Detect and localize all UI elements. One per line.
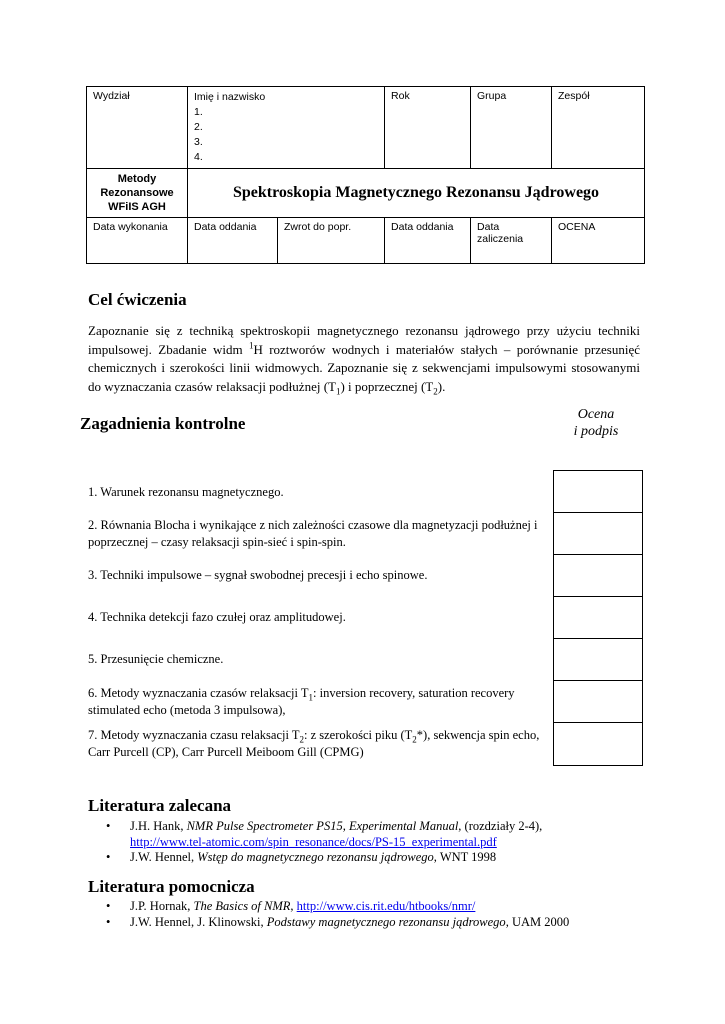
ocena-cell [552, 218, 645, 264]
question-6 [88, 685, 550, 718]
name-slot-3: 3. [194, 136, 203, 148]
name-slot-2: 2. [194, 121, 203, 133]
name-slot-1: 1. [194, 106, 203, 118]
lz1-title: NMR Pulse Spectrometer PS15, Experimental Manual [186, 819, 459, 833]
bullet-icon: • [106, 819, 111, 833]
exercise-title: Spektroskopia Magnetycznego Rezonansu Jądrowego [188, 169, 645, 218]
question-3: 3. Techniki impulsowe – sygnał swobodnej precesji i echo spinowe. [88, 568, 428, 582]
data-zaliczenia-cell [471, 218, 552, 264]
question-5: 5. Przesunięcie chemiczne. [88, 652, 224, 666]
zwrot-label: Zwrot do popr. [284, 221, 352, 233]
bullet-icon: • [106, 899, 111, 913]
lz2-rest: , WNT 1998 [433, 850, 497, 864]
list-item [88, 850, 542, 866]
literatura-zalecana-list [88, 819, 542, 866]
lz1-rest: , (rozdziały 2-4), [458, 819, 543, 833]
data-oddania2-label: Data oddania [391, 221, 454, 233]
grade-box-2 [553, 512, 643, 555]
lp1-title: The Basics of NMR [193, 899, 291, 913]
zwrot-cell [278, 218, 385, 264]
wydzial-label: Wydział [93, 90, 130, 102]
grade-box-1 [553, 470, 643, 513]
q6-sub: 1 [308, 692, 314, 703]
lp1-author: J.P. Hornak, [130, 899, 194, 913]
lp1-link[interactable]: http://www.cis.rit.edu/htbooks/nmr/ [296, 899, 476, 913]
question-2: 2. Równania Blocha i wynikające z nich zależności czasowe dla magnetyzacji podłużnej i poprzecznej – czasy relaksacji spin-sieć i spin-spin. [88, 518, 538, 549]
zagadnienia-heading: Zagadnienia kontrolne [80, 414, 246, 433]
q7-text-b: : z szerokości piku (T [303, 728, 413, 742]
ocena-label: OCENA [558, 221, 596, 233]
data-oddania-cell [188, 218, 278, 264]
grupa-cell [471, 87, 552, 169]
literatura-zalecana-heading: Literatura zalecana [88, 796, 232, 815]
q6-text-a: 6. Metody wyznaczania czasów relaksacji T [88, 686, 309, 700]
cel-heading: Cel ćwiczenia [88, 290, 187, 309]
rok-cell [385, 87, 471, 169]
data-oddania-label: Data oddania [194, 221, 257, 233]
lz1-author: J.H. Hank, [130, 819, 187, 833]
lp2-author: J.W. Hennel, J. Klinowski, [130, 914, 267, 929]
bullet-icon: • [106, 850, 111, 864]
grade-box-3 [553, 554, 643, 597]
q6-text-b: : inversion recovery, saturation recovery stimulated echo (metoda 3 impulsowa), [88, 686, 515, 717]
lz2-title: Wstęp do magnetycznego rezonansu jądrowego [197, 850, 434, 864]
grade-box-4 [553, 596, 643, 639]
question-7 [88, 727, 550, 760]
metody-cell [87, 169, 188, 218]
wydzial-cell [87, 87, 188, 169]
cel-sub-2: 2 [433, 386, 438, 397]
grupa-label: Grupa [477, 90, 507, 102]
rok-label: Rok [391, 90, 410, 102]
cel-sub-1: 1 [335, 386, 341, 397]
q7-text-c: *), sekwencja spin echo, Carr Purcell (CP), Carr Purcell Meiboom Gill (CPMG) [88, 728, 540, 759]
list-item [88, 899, 569, 915]
grade-box-5 [553, 638, 643, 681]
grade-box-7 [553, 722, 643, 766]
q7-sub-2: 2 [412, 734, 417, 745]
question-4: 4. Technika detekcji fazo czułej oraz amplitudowej. [88, 610, 346, 624]
lz1-link[interactable]: http://www.tel-atomic.com/spin_resonance/docs/PS-15_experimental.pdf [130, 834, 497, 849]
cel-text-3: ) i poprzecznej (T [340, 378, 434, 394]
name-slot-4: 4. [194, 151, 203, 163]
cel-sup-1: 1 [248, 340, 254, 351]
q7-text-a: 7. Metody wyznaczania czasu relaksacji T [88, 728, 300, 742]
ocena-line-1: Ocena [577, 407, 615, 422]
cel-text-4: ). [437, 378, 446, 394]
zespol-label: Zespół [558, 90, 590, 102]
list-item [88, 819, 542, 850]
data-zaliczenia-label: Data zaliczenia [477, 221, 524, 245]
data-oddania2-cell [385, 218, 471, 264]
literatura-pomocnicza-list [88, 899, 569, 930]
lp2-title: Podstawy magnetycznego rezonansu jądrowego [266, 914, 506, 929]
lp1-sep: , [290, 899, 297, 913]
literatura-pomocnicza-heading: Literatura pomocnicza [88, 877, 255, 896]
question-1: 1. Warunek rezonansu magnetycznego. [88, 485, 284, 499]
cel-text-2: H roztworów wodnych i materiałów stałych – porównanie przesunięć chemicznych i szerokości linii widmowych. Zapoznanie się z sekwencjami impulsowymi stosowanymi do wyznaczania czasów relaksacji podłużnej (T [88, 341, 640, 394]
q7-sub-1: 2 [299, 734, 304, 745]
metody-line-2: Rezonansowe [100, 187, 174, 199]
names-cell [188, 87, 385, 169]
list-item [88, 915, 569, 931]
grade-box-6 [553, 680, 643, 723]
bullet-icon: • [106, 914, 111, 929]
header-table [86, 86, 645, 264]
zespol-cell [552, 87, 645, 169]
ocena-line-2: i podpis [573, 424, 619, 439]
lp2-rest: , UAM 2000 [505, 914, 570, 929]
cel-paragraph [88, 322, 640, 396]
data-wykonania-label: Data wykonania [93, 221, 168, 233]
ocena-podpis-label [560, 406, 632, 440]
cel-text-1: Zapoznanie się z techniką spektroskopii magnetycznego rezonansu jądrowego przy użyciu techniki impulsowej. Zbadanie widm [88, 323, 640, 357]
imie-label: Imię i nazwisko [194, 91, 266, 103]
lz2-author: J.W. Hennel, [130, 850, 198, 864]
metody-line-3: WFiIS AGH [108, 201, 166, 213]
data-wykonania-cell [87, 218, 188, 264]
metody-line-1: Metody [117, 173, 157, 185]
